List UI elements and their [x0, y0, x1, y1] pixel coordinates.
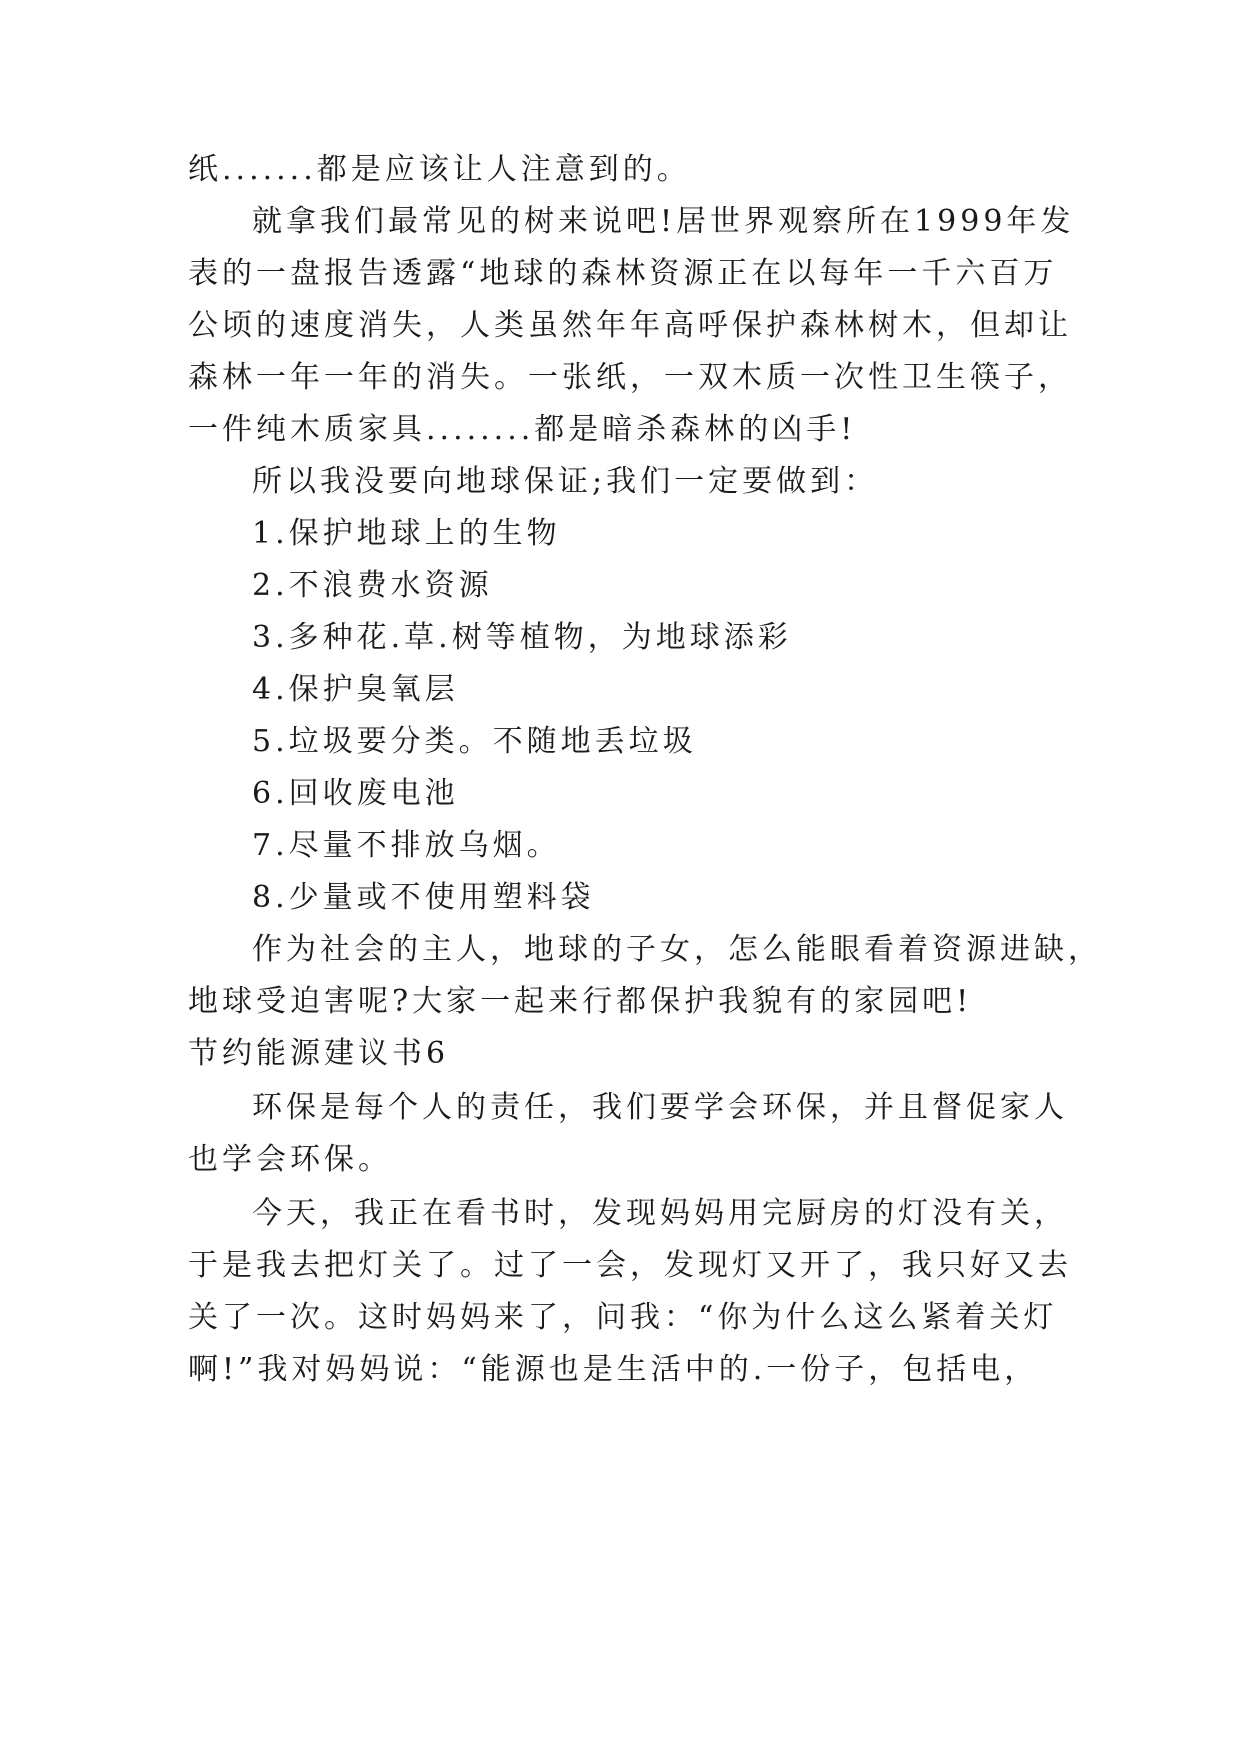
text-line: 就拿我们最常见的树来说吧!居世界观察所在1999年发	[252, 204, 1075, 239]
list-item: 8.少量或不使用塑料袋	[252, 880, 595, 915]
text-line: 所以我没要向地球保证;我们一定要做到：	[252, 464, 879, 499]
text-line: 也学会环保。	[188, 1142, 392, 1177]
list-item: 3.多种花.草.树等植物，为地球添彩	[252, 620, 792, 655]
text-line: 纸.......都是应该让人注意到的。	[188, 152, 691, 187]
text-line: 环保是每个人的责任，我们要学会环保，并且督促家人	[252, 1090, 1068, 1125]
text-line: 关了一次。这时妈妈来了，问我：“你为什么这么紧着关灯	[188, 1300, 1058, 1335]
text-line: 一件纯木质家具........都是暗杀森林的凶手!	[188, 412, 857, 447]
text-line: 地球受迫害呢?大家一起来行都保护我貌有的家园吧!	[188, 984, 973, 1019]
text-line: 于是我去把灯关了。过了一会，发现灯又开了，我只好又去	[188, 1248, 1072, 1283]
list-item: 4.保护臭氧层	[252, 672, 459, 707]
list-item: 5.垃圾要分类。不随地丢垃圾	[252, 724, 697, 759]
text-line: 作为社会的主人，地球的子女，怎么能眼看着资源进缺，	[252, 932, 1102, 967]
text-line: 今天，我正在看书时，发现妈妈用完厨房的灯没有关，	[252, 1196, 1068, 1231]
text-line: 公顷的速度消失，人类虽然年年高呼保护森林树木，但却让	[188, 308, 1072, 343]
list-item: 1.保护地球上的生物	[252, 516, 561, 551]
text-line: 森林一年一年的消失。一张纸，一双木质一次性卫生筷子，	[188, 360, 1072, 395]
text-line: 啊!”我对妈妈说：“能源也是生活中的.一份子，包括电，	[188, 1352, 1039, 1387]
section-heading: 节约能源建议书6	[188, 1036, 450, 1071]
text-line: 表的一盘报告透露“地球的森林资源正在以每年一千六百万	[188, 256, 1058, 291]
list-item: 7.尽量不排放乌烟。	[252, 828, 561, 863]
list-item: 6.回收废电池	[252, 776, 459, 811]
list-item: 2.不浪费水资源	[252, 568, 493, 603]
